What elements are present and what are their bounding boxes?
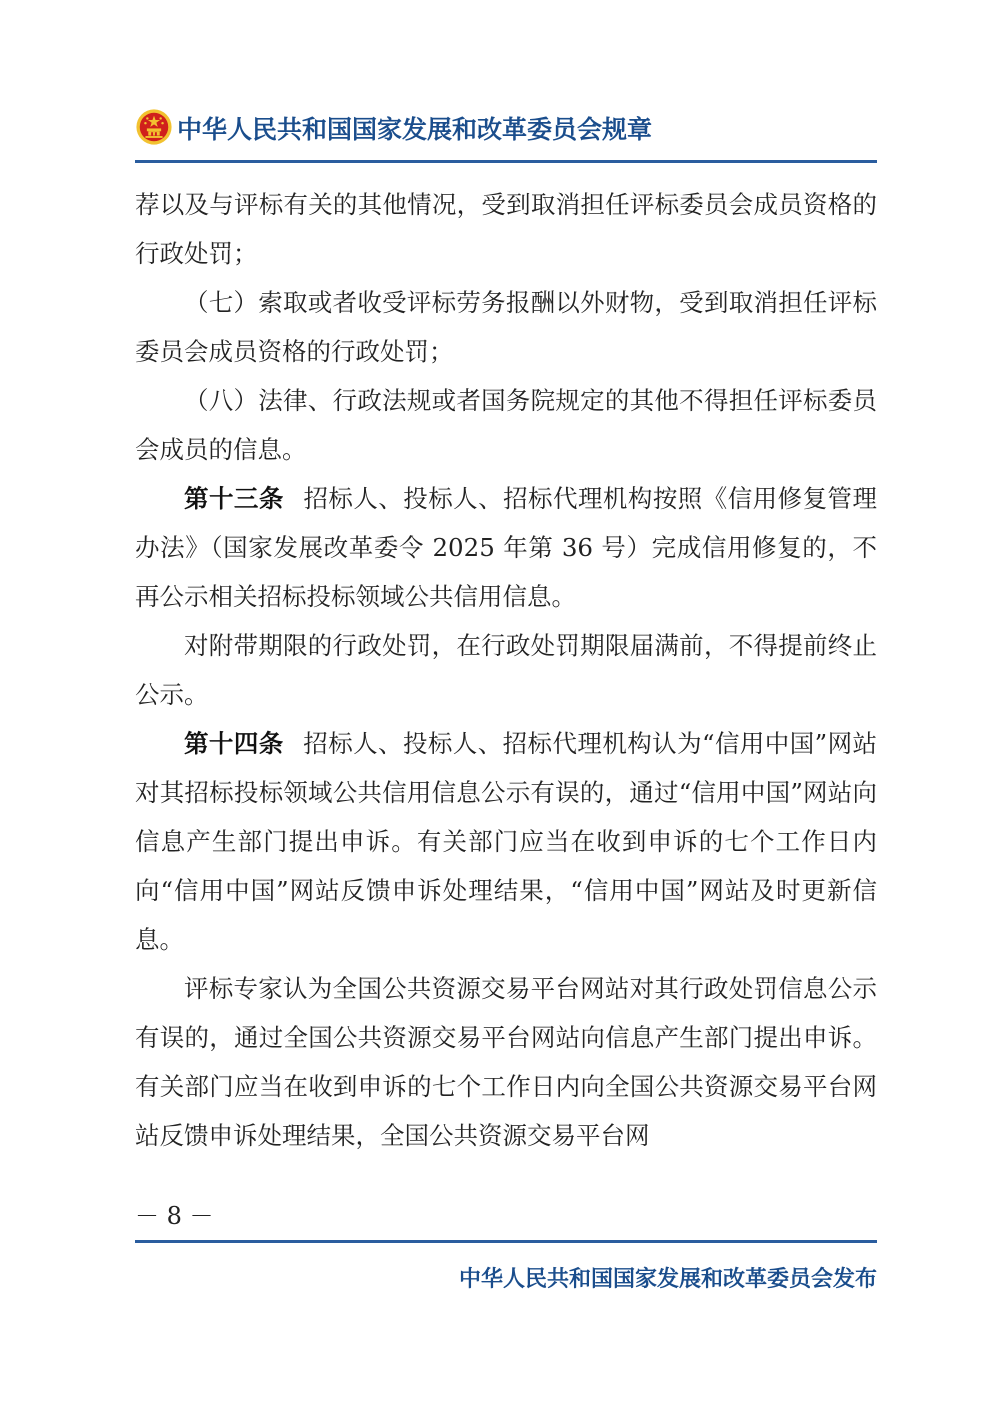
page-number: － 8 － — [135, 1202, 214, 1230]
paragraph: （七）索取或者收受评标劳务报酬以外财物，受到取消担任评标委员会成员资格的行政处罚； — [135, 288, 877, 366]
page-header — [135, 104, 877, 154]
footer-divider — [135, 1240, 877, 1243]
article-13: 第十三条 招标人、投标人、招标代理机构按照《信用修复管理办法》（国家发展改革委令 2025 年第 36 号）完成信用修复的，不再公示相关招标投标领域公共信用信息。 — [135, 484, 878, 611]
header-divider — [135, 160, 877, 163]
paragraph: （八）法律、行政法规或者国务院规定的其他不得担任评标委员会成员的信息。 — [135, 386, 877, 464]
paragraph: 对附带期限的行政处罚，在行政处罚期限届满前，不得提前终止公示。 — [135, 631, 877, 709]
national-emblem-icon — [135, 108, 173, 146]
paragraph: 评标专家认为全国公共资源交易平台网站对其行政处罚信息公示有误的，通过全国公共资源交易平台网站向信息产生部门提出申诉。有关部门应当在收到申诉的七个工作日内向全国公共资源交易平台网站反馈申诉处理结果，全国公共资源交易平台网 — [135, 974, 877, 1150]
paragraph: 荐以及与评标有关的其他情况，受到取消担任评标委员会成员资格的行政处罚； — [135, 190, 877, 268]
footer-publisher: 中华人民共和国国家发展和改革委员会发布 — [458, 1267, 877, 1292]
article-14: 第十四条 招标人、投标人、招标代理机构认为“信用中国”网站对其招标投标领域公共信用信息公示有误的，通过“信用中国”网站向信息产生部门提出申诉。有关部门应当在收到申诉的七个工作日内向“信用中国”网站反馈申诉处理结果，“信用中国”网站及时更新信息。 — [135, 729, 877, 954]
header-title: 中华人民共和国国家发展和改革委员会规章 — [177, 115, 653, 144]
article-number: 第十三条 — [184, 484, 284, 513]
document-body — [135, 180, 877, 1160]
article-number: 第十四条 — [184, 729, 284, 758]
